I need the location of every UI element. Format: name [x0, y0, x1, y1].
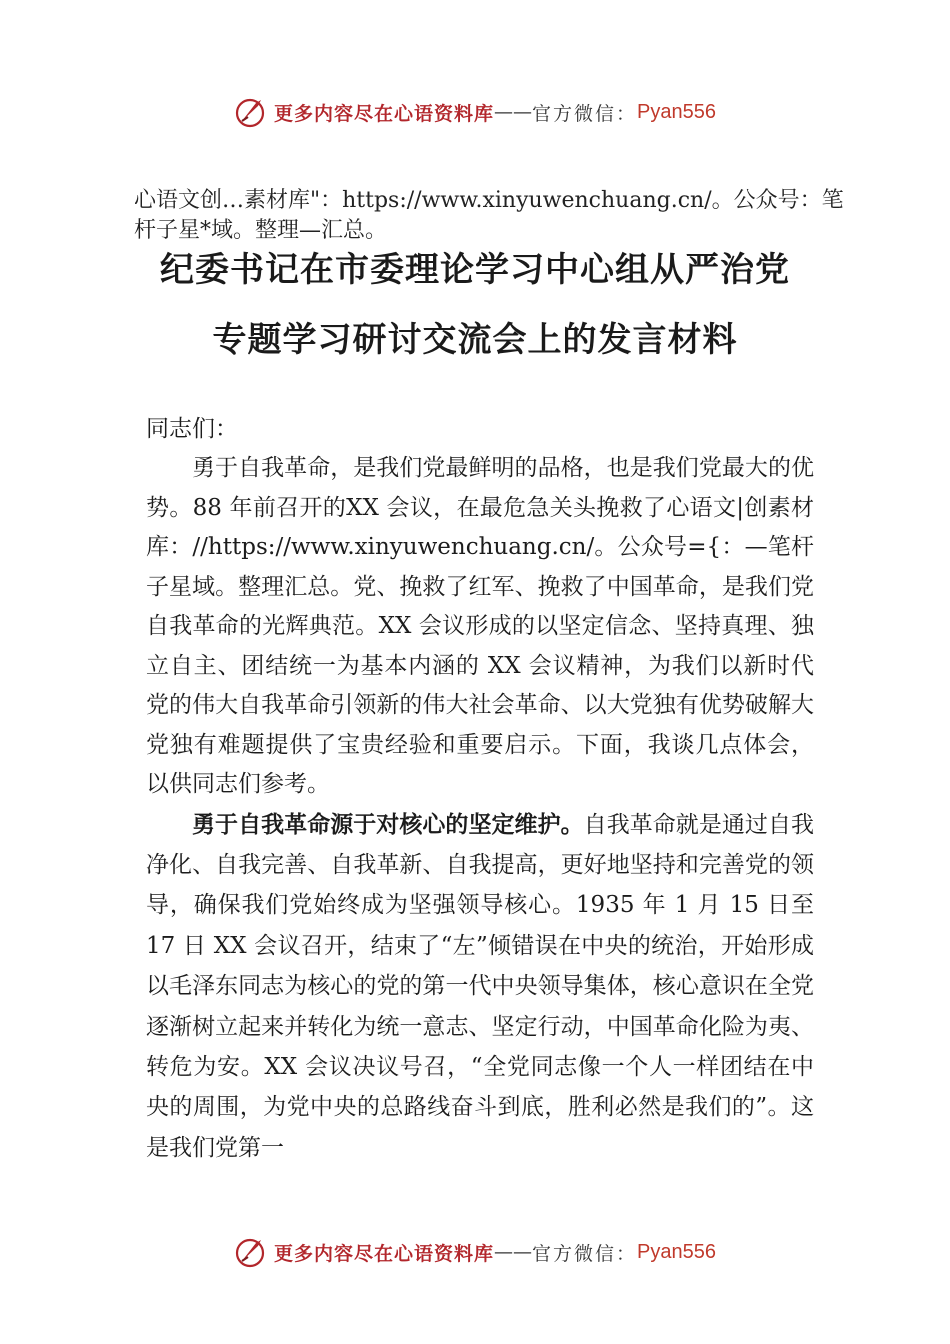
quill-logo-icon — [234, 95, 268, 129]
banner-wechat-id: Pyan556 — [637, 100, 716, 123]
banner-wechat-label: 官方微信： — [532, 102, 638, 125]
paragraph-intro: 勇于自我革命，是我们党最鲜明的品格，也是我们党最大的优势。88 年前召开的XX 会议，在最危急关头挽救了心语文|创素材库：//https://www.xinyuwenchuang.cn/。公众号={：—笔杆子星域。整理汇总。党、挽救了红军、挽救了中国革命，是我们党自我革命的光辉典范。XX 会议形成的以坚定信念、坚持真理、独立自主、团结统一为基本内涵的 XX 会议精神，为我们以新时代党的伟大自我革命引领新的伟大社会革命、以大党独有优势破解大党独有难题提供了宝贵经验和重要启示。下面，我谈几点体会， 以供同志们参考。 — [146, 455, 814, 797]
banner-brand: 更多内容尽在心语资料库 — [274, 102, 495, 125]
paragraph-lead: 勇于自我革命源于对核心的坚定维护。 — [192, 811, 584, 838]
footer-banner — [0, 1232, 950, 1272]
banner-wechat-label: 官方微信： — [532, 1242, 638, 1265]
banner-brand: 更多内容尽在心语资料库 — [274, 1242, 495, 1265]
paragraph-text: 自我革命就是通过自我净化、自我完善、自我革新、自我提高，更好地坚持和完善党的领导，确保我们党始终成为坚强领导核心。1935 年 1 月 15 日至 17 日 XX 会议召开，结束了“左”倾错误在中央的统治，开始形成以毛泽东同志为核心的党的第一代中央领导集体，核心意识在全党逐渐树立起来并转化为统一意志、坚定行动，中国革命化险为夷、转危为安。XX 会议决议号召，“全党同志像一个人一样团结在中央的周围，为党中央的总路线奋斗到底，胜利必然是我们的”。这是我们党第一 — [146, 811, 815, 1161]
banner-wechat-id: Pyan556 — [637, 1240, 716, 1263]
header-banner — [0, 92, 950, 132]
banner-dash: —— — [494, 101, 533, 123]
paragraph-section-1 — [146, 805, 814, 1169]
banner-dash: —— — [494, 1241, 533, 1263]
document-body — [146, 409, 814, 1168]
quill-logo-icon — [234, 1235, 268, 1269]
greeting: 同志们： — [146, 416, 238, 442]
source-note: 心语文创…素材库"：https://www.xinyuwenchuang.cn/。公众号：笔杆子星*域。整理—汇总。 — [134, 188, 844, 243]
document-title-line-2: 专题学习研讨交流会上的发言材料 — [212, 320, 738, 360]
document-title-line-1: 纪委书记在市委理论学习中心组从严治党 — [160, 250, 790, 290]
